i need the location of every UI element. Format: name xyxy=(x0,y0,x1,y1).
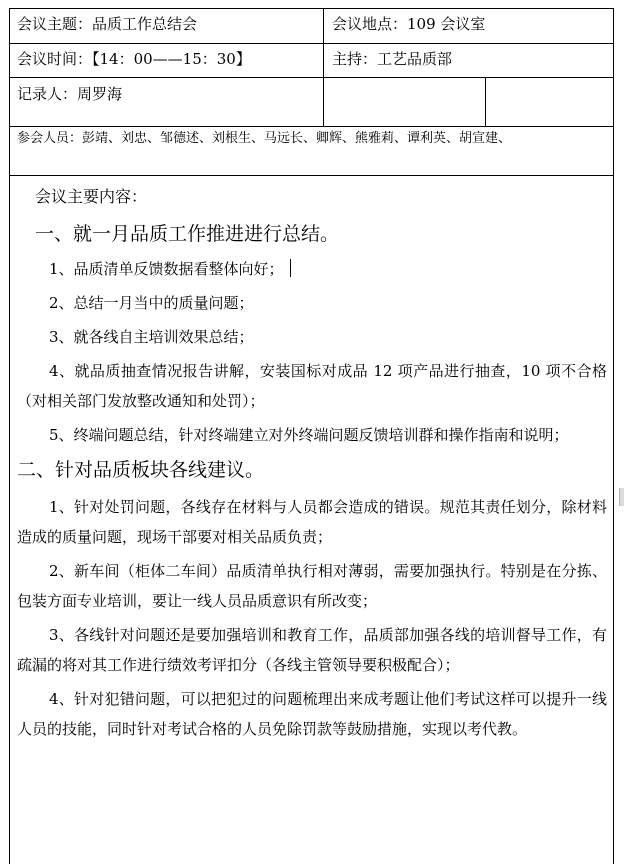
table-border-left xyxy=(9,8,10,864)
table-row-divider xyxy=(9,126,614,127)
meeting-topic: 会议主题：品质工作总结会 xyxy=(17,15,198,33)
table-border-right xyxy=(613,8,614,864)
meeting-time: 会议时间：【14：00——15：30】 xyxy=(17,50,251,68)
section-1-item-4: 4、就品质抽查情况报告讲解，安装国标对成品 12 项产品进行抽查，10 项不合格（对相关部门发放整改通知和处罚）； xyxy=(17,362,607,410)
table-row-divider xyxy=(9,77,614,78)
table-column-divider xyxy=(485,77,486,126)
section-1-item-5: 5、终端问题总结，针对终端建立对外终端问题反馈培训群和操作指南和说明； xyxy=(49,426,569,444)
section-2-item-1: 1、针对处罚问题，各线存在材料与人员都会造成的错误。规范其责任划分，除材料造成的质量问题，现场干部要对相关品质负责； xyxy=(17,498,607,546)
section-1-item-3: 3、就各线自主培训效果总结； xyxy=(49,328,254,346)
meeting-location: 会议地点：109 会议室 xyxy=(332,15,486,33)
table-row-divider xyxy=(9,43,614,44)
meeting-host: 主持：工艺品质部 xyxy=(332,50,453,68)
meeting-attendees: 参会人员：彭靖、刘忠、邹德述、刘根生、马远长、卿辉、熊雅莉、谭利英、胡宣建、 xyxy=(17,131,512,146)
content-heading: 会议主要内容： xyxy=(35,187,148,206)
section-2-item-2: 2、新车间（柜体二车间）品质清单执行相对薄弱，需要加强执行。特别是在分拣、包装方面专业培训，要让一线人员品质意识有所改变； xyxy=(17,562,607,610)
section-1-item-2: 2、总结一月当中的质量问题； xyxy=(49,294,254,312)
meeting-recorder: 记录人：周罗海 xyxy=(17,85,123,103)
section-2-item-3: 3、各线针对问题还是要加强培训和教育工作，品质部加强各线的培训督导工作，有疏漏的将对其工作进行绩效考评扣分（各线主管领导要积极配合）； xyxy=(17,626,607,674)
section-2-item-4: 4、针对犯错问题，可以把犯过的问题梳理出来成考题让他们考试这样可以提升一线人员的技能，同时针对考试合格的人员免除罚款等鼓励措施，实现以考代教。 xyxy=(17,690,607,738)
table-column-divider xyxy=(323,8,324,126)
meeting-content xyxy=(17,176,607,744)
text-cursor xyxy=(290,259,291,277)
section-1-item-1: 1、品质清单反馈数据看整体向好； xyxy=(17,254,607,284)
scrollbar-thumb[interactable] xyxy=(619,488,624,506)
section-1-title: 一、就一月品质工作推进进行总结。 xyxy=(35,223,340,245)
section-2-title: 二、针对品质板块各线建议。 xyxy=(17,459,265,481)
table-border-top xyxy=(9,8,614,9)
